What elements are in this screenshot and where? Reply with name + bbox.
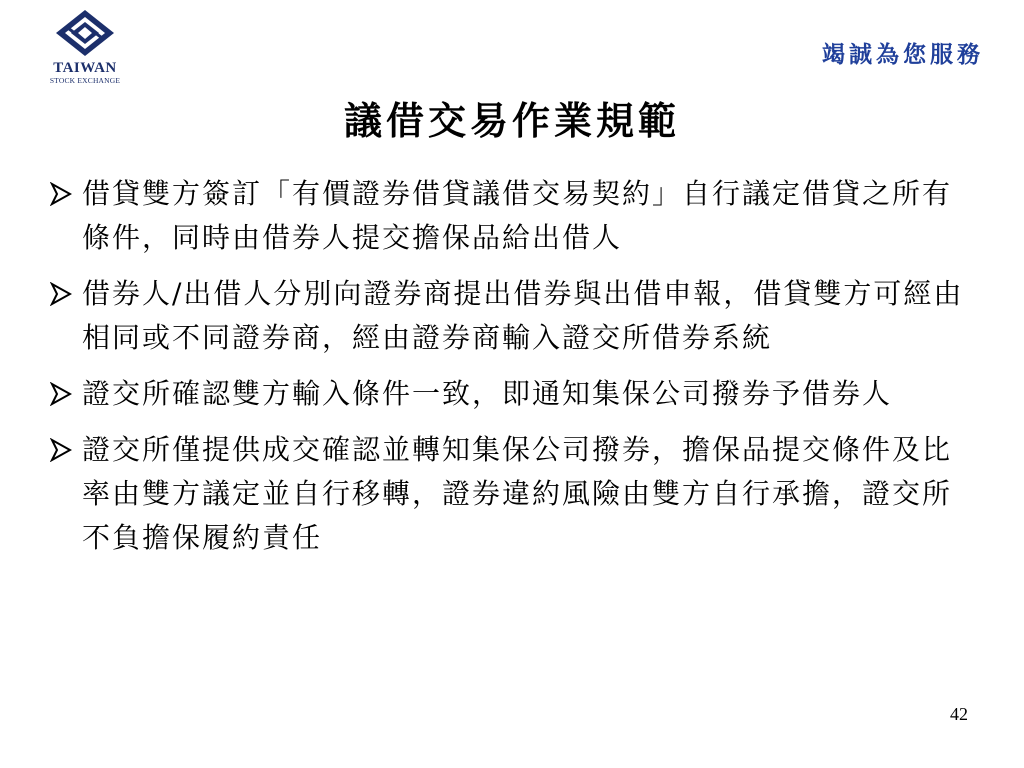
bullet-list: [50, 172, 980, 572]
arrowhead-bullet-icon: [50, 272, 82, 316]
arrowhead-bullet-icon: [50, 172, 82, 216]
bullet-text: 借券人/出借人分別向證券商提出借券與出借申報，借貸雙方可經由相同或不同證券商，經由證券商輸入證交所借券系統: [82, 277, 964, 354]
bullet-text: 借貸雙方簽訂「有價證券借貸議借交易契約」自行議定借貸之所有條件，同時由借券人提交擔保品給出借人: [82, 177, 953, 254]
taiwan-stock-exchange-logo: [40, 8, 130, 92]
slide-title: 議借交易作業規範: [343, 98, 680, 143]
arrowhead-bullet-icon: [50, 372, 82, 416]
diamond-logo-icon: [54, 8, 116, 58]
bullet-item: [50, 372, 980, 416]
bullet-text: 證交所確認雙方輸入條件一致，即通知集保公司撥券予借券人: [82, 377, 893, 410]
slogan: 竭誠為您服務: [822, 41, 984, 68]
page-number: 42: [950, 704, 968, 724]
arrowhead-bullet-icon: [50, 428, 82, 472]
bullet-item: [50, 428, 980, 560]
logo-subtitle: STOCK EXCHANGE: [49, 76, 121, 85]
bullet-item: [50, 172, 980, 260]
bullet-item: [50, 272, 980, 360]
bullet-text: 證交所僅提供成交確認並轉知集保公司撥券，擔保品提交條件及比率由雙方議定並自行移轉，證券違約風險由雙方自行承擔，證交所不負擔保履約責任: [82, 433, 953, 554]
logo-name: TAIWAN: [53, 60, 117, 76]
